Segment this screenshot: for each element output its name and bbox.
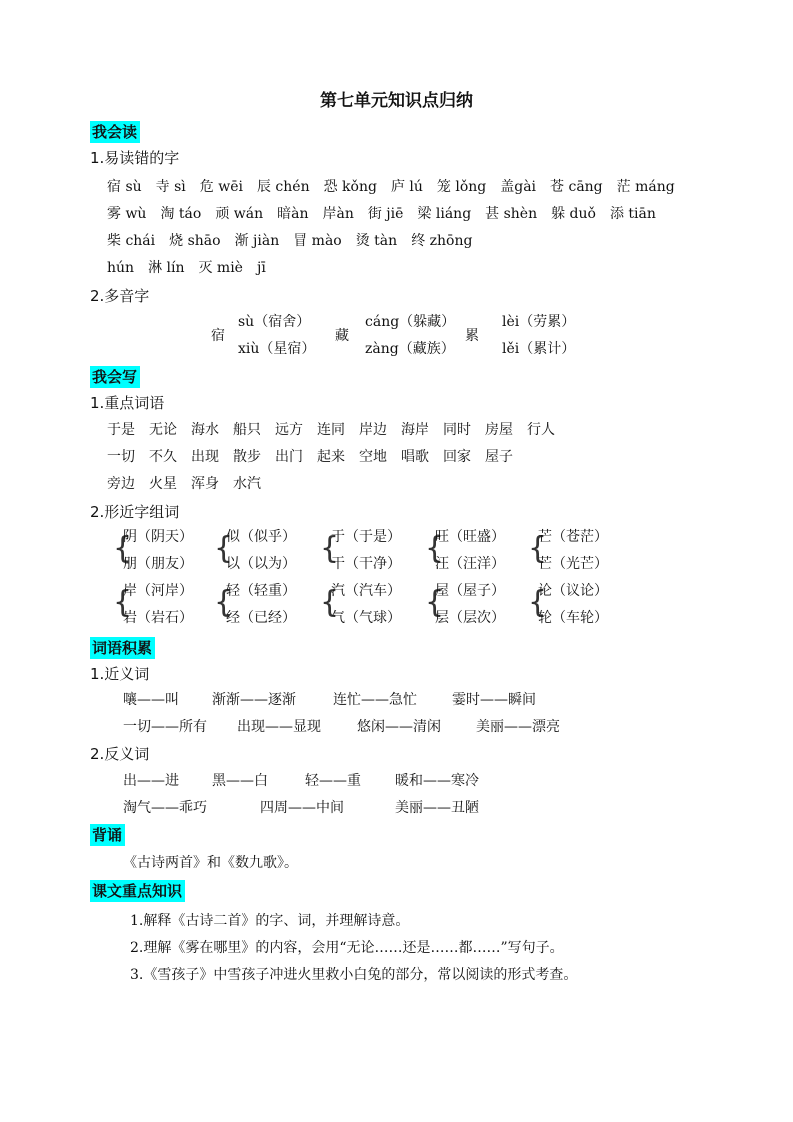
char-item: 柴 chái [107,233,156,249]
words-row [107,420,569,440]
word-item: 水汽 [233,476,261,492]
word-item: 散步 [233,449,261,465]
section-heading-write: 我会写 [90,366,140,388]
word-item: 远方 [275,422,303,438]
char-item: 寺 sì [155,179,186,195]
synonym-pair: 渐渐——逐渐 [212,692,296,708]
word-item: 旁边 [107,476,135,492]
char-item: 渐 jiàn [234,233,280,249]
chars-row [107,231,486,251]
word-item: 无论 [149,422,177,438]
char-item: 茫 máng [616,179,675,195]
synonym-pair: 连忙——急忙 [333,692,417,708]
subheading-synonyms: 1.近义词 [90,665,150,683]
brace-icon: { [528,531,548,566]
brace-icon: { [214,531,234,566]
word-item: 唱歌 [401,449,429,465]
char-item: 梁 liáng [417,206,472,222]
similar-group: 阴（阴天） 朋（朋友） [123,529,193,572]
section-heading-key-knowledge: 课文重点知识 [90,880,185,902]
char-item: 宿 sù [107,179,142,195]
section-heading-vocab: 词语积累 [90,637,155,659]
brace-icon: { [113,585,133,620]
similar-group: 论（议论） 轮（车轮） [538,583,608,626]
antonym-pair: 暖和——寒冷 [395,773,479,789]
word-item: 一切 [107,449,135,465]
recite-text: 《古诗两首》和《数九歌》。 [123,855,298,871]
chars-row [107,177,689,197]
brace-icon: { [320,585,340,620]
word-item: 于是 [107,422,135,438]
chars-row [107,258,280,278]
word-item: 空地 [359,449,387,465]
page-title: 第七单元知识点归纳 [320,91,473,111]
subheading-key-words: 1.重点词语 [90,394,165,412]
char-item: 顽 wán [215,206,264,222]
poly-reading: xiù（星宿） [238,341,316,357]
poly-reading: lèi（劳累） [502,314,576,330]
poly-char: 藏 [335,328,349,344]
chars-row [107,204,670,224]
section-heading-read: 我会读 [90,121,140,143]
char-item: 庐 lú [390,179,423,195]
word-item: 起来 [317,449,345,465]
char-item: 危 wēi [199,179,243,195]
similar-group: 于（于是） 干（干净） [331,529,401,572]
char-item: 冒 mào [293,233,342,249]
similar-group: 芒（苍茫） 芒（光芒） [538,529,608,572]
synonym-pair: 一切——所有 [123,719,207,735]
char-item: 终 zhōng [411,233,473,249]
word-item: 岸边 [359,422,387,438]
antonym-pair: 美丽——丑陋 [395,800,479,816]
char-item: 淋 lín [148,260,185,276]
brace-icon: { [113,531,133,566]
synonym-pair: 霎时——瞬间 [452,692,536,708]
word-item: 出现 [191,449,219,465]
similar-group: 似（似乎） 以（以为） [226,529,296,572]
subheading-similar-chars: 2.形近字组词 [90,503,180,521]
brace-icon: { [528,585,548,620]
word-item: 回家 [443,449,471,465]
poly-char: 宿 [211,328,225,344]
char-item: 辰 chén [256,179,310,195]
brace-icon: { [214,585,234,620]
word-item: 不久 [149,449,177,465]
char-item: 岸àn [322,206,354,222]
words-row [107,474,275,494]
char-item: 盖gài [500,179,537,195]
similar-group: 屋（屋子） 层（层次） [435,583,505,626]
char-item: 雾 wù [107,206,147,222]
antonym-pair: 轻——重 [305,773,361,789]
char-item: 烧 shāo [169,233,221,249]
synonym-pair: 出现——显现 [237,719,321,735]
similar-group: 旺（旺盛） 汪（汪洋） [435,529,505,572]
antonym-pair: 黑——白 [212,773,268,789]
words-row [107,447,527,467]
char-item: 添 tiān [609,206,656,222]
char-item: 恐 kǒng [323,179,377,195]
subheading-polyphonic: 2.多音字 [90,287,150,305]
section-heading-recite: 背诵 [90,824,125,846]
char-item: 笼 lǒng [436,179,487,195]
char-item: 暗àn [277,206,309,222]
brace-icon: { [320,531,340,566]
word-item: 海岸 [401,422,429,438]
similar-group: 轻（轻重） 经（已经） [226,583,296,626]
word-item: 浑身 [191,476,219,492]
word-item: 船只 [233,422,261,438]
char-item: 街 jiē [367,206,404,222]
word-item: 连同 [317,422,345,438]
word-item: 海水 [191,422,219,438]
knowledge-item: 1.解释《古诗二首》的字、词，并理解诗意。 [130,913,410,929]
antonym-pair: 淘气——乖巧 [123,800,207,816]
word-item: 同时 [443,422,471,438]
subheading-misread-chars: 1.易读错的字 [90,149,180,167]
synonym-pair: 嚷——叫 [123,692,179,708]
char-item: 甚 shèn [485,206,538,222]
antonym-pair: 四周——中间 [260,800,344,816]
char-item: 烫 tàn [355,233,398,249]
word-item: 房屋 [485,422,513,438]
word-item: 出门 [275,449,303,465]
poly-reading: zàng（藏族） [365,341,455,357]
similar-group: 汽（汽车） 气（气球） [331,583,401,626]
subheading-antonyms: 2.反义词 [90,745,150,763]
poly-reading: sù（宿舍） [238,314,311,330]
similar-group: 岸（河岸） 岩（岩石） [123,583,193,626]
word-item: 屋子 [485,449,513,465]
poly-char: 累 [465,328,479,344]
char-item: hún [107,260,135,276]
char-item: jī [256,260,266,276]
word-item: 行人 [527,422,555,438]
poly-reading: lěi（累计） [502,341,576,357]
brace-icon: { [425,531,445,566]
char-item: 淘 táo [160,206,202,222]
char-item: 躲 duǒ [551,206,596,222]
synonym-pair: 悠闲——清闲 [357,719,441,735]
antonym-pair: 出——进 [123,773,179,789]
synonym-pair: 美丽——漂亮 [476,719,560,735]
poly-reading: cáng（躲藏） [365,314,456,330]
char-item: 灭 miè [198,260,243,276]
word-item: 火星 [149,476,177,492]
knowledge-item: 2.理解《雾在哪里》的内容，会用“无论……还是……都……”写句子。 [130,940,564,956]
knowledge-item: 3.《雪孩子》中雪孩子冲进火里救小白兔的部分，常以阅读的形式考查。 [130,967,578,983]
char-item: 苍 cāng [550,179,603,195]
brace-icon: { [425,585,445,620]
